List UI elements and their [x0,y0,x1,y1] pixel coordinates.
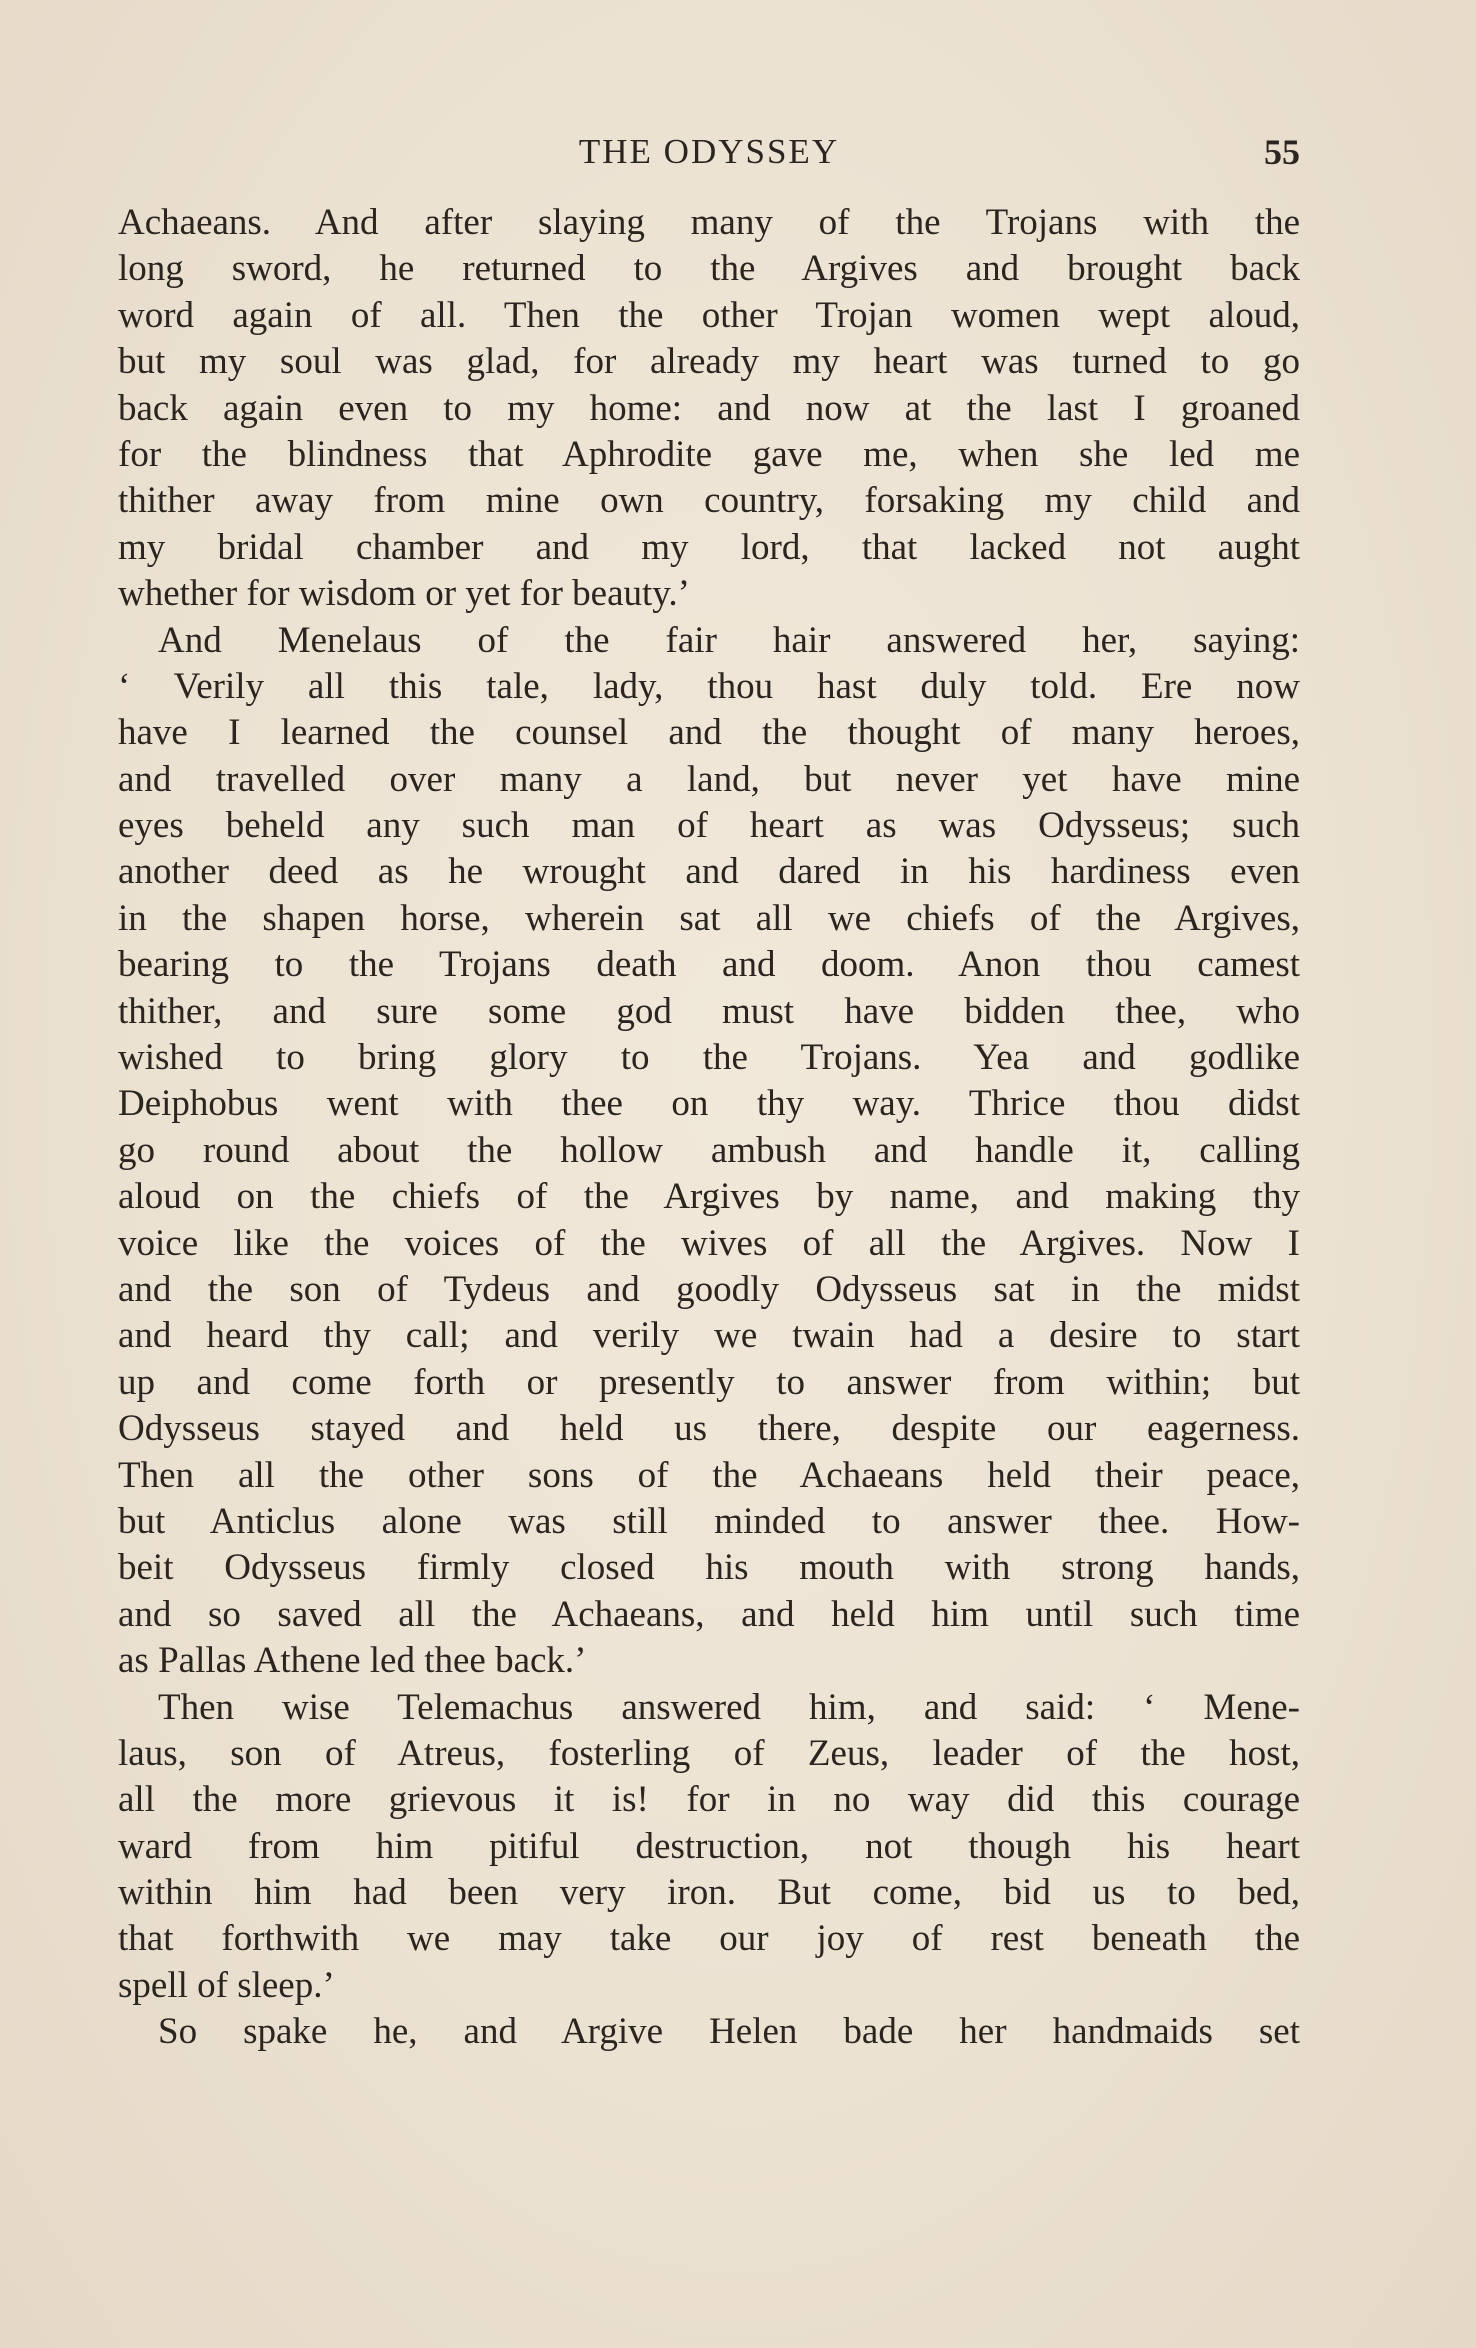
text-line: Achaeans. And after slaying many of the Trojans with the [118,202,1300,243]
text-line: back again even to my home: and now at the last I groaned [118,387,1300,429]
text-line: eyes beheld any such man of heart as was Odysseus; such [118,805,1300,847]
running-title: THE ODYSSEY [578,132,840,171]
text-line: whether for wisdom or yet for beauty.’ [118,573,690,615]
text-line: in the shapen horse, wherein sat all we chiefs of the Argives, [118,897,1300,939]
text-line: for the blindness that Aphrodite gave me, when she led me [118,433,1300,475]
text-line: within him had been very iron. But come, bid us to bed, [118,1872,1300,1914]
text-line: go round about the hollow ambush and handle it, calling [118,1129,1300,1171]
paragraph [118,618,1300,1685]
text-line: word again of all. Then the other Trojan women wept aloud, [118,294,1300,336]
text-line: up and come forth or presently to answer from within; but [118,1361,1300,1403]
text-line: and travelled over many a land, but never yet have mine [118,758,1300,800]
paragraph [118,2009,1300,2055]
text-line: laus, son of Atreus, fosterling of Zeus, leader of the host, [118,1732,1300,1774]
text-line: ‘ Verily all this tale, lady, thou hast duly told. Ere now [118,665,1300,707]
paragraph [118,1685,1300,2010]
text-line: Deiphobus went with thee on thy way. Thrice thou didst [118,1083,1300,1125]
text-line: all the more grievous it is! for in no way did this courage [118,1779,1300,1821]
text-line: thither, and sure some god must have bidden thee, who [118,990,1300,1032]
text-line: that forthwith we may take our joy of rest beneath the [118,1918,1300,1960]
text-line: as Pallas Athene led thee back.’ [118,1640,587,1682]
text-line: another deed as he wrought and dared in his hardiness even [118,851,1300,893]
text-line: thither away from mine own country, forsaking my child and [118,480,1300,522]
text-line: Odysseus stayed and held us there, despite our eagerness. [118,1408,1300,1450]
text-line: and so saved all the Achaeans, and held him until such time [118,1593,1300,1635]
page-header [118,128,1300,176]
text-line: but my soul was glad, for already my heart was turned to go [118,341,1300,383]
text-line: bearing to the Trojans death and doom. Anon thou camest [118,944,1300,986]
text-line: Then wise Telemachus answered him, and said: ‘ Mene- [158,1686,1300,1728]
text-line: spell of sleep.’ [118,1964,335,2006]
text-line: my bridal chamber and my lord, that lacked not aught [118,526,1300,568]
text-line: have I learned the counsel and the thought of many heroes, [118,712,1300,754]
text-line: aloud on the chiefs of the Argives by name, and making thy [118,1176,1300,1218]
text-line: but Anticlus alone was still minded to answer thee. How- [118,1500,1300,1542]
text-line: beit Odysseus firmly closed his mouth with strong hands, [118,1547,1300,1589]
paragraph [118,200,1300,618]
text-line: voice like the voices of the wives of all the Argives. Now I [118,1222,1300,1264]
text-line: and heard thy call; and verily we twain had a desire to start [118,1315,1300,1357]
page-number: 55 [1264,132,1300,172]
body-text [118,200,1300,2056]
text-line: Then all the other sons of the Achaeans held their peace, [118,1454,1300,1496]
text-line: And Menelaus of the fair hair answered her, saying: [158,619,1300,661]
text-line: long sword, he returned to the Argives and brought back [118,248,1300,290]
text-line: ward from him pitiful destruction, not though his heart [118,1825,1300,1867]
text-line: So spake he, and Argive Helen bade her handmaids set [158,2011,1300,2053]
text-line: and the son of Tydeus and goodly Odysseus sat in the midst [118,1268,1300,1310]
text-line: wished to bring glory to the Trojans. Yea and godlike [118,1037,1300,1079]
